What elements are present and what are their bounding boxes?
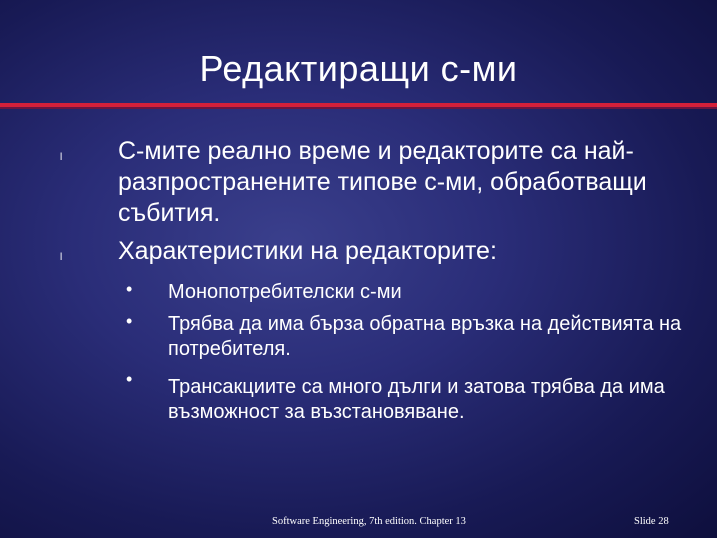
subbullet-text: Монопотребителски с-ми <box>168 281 402 303</box>
slide-title: Редактиращи с-ми <box>199 48 518 89</box>
bullet-text: С-мите реално време и редакторите са най-разпространените типове с-ми, обработващи събития. <box>118 137 647 227</box>
subbullet-text: Трансакциите са много дълги и затова трябва да има възможност за възстановяване. <box>168 376 665 423</box>
subbullet-text: Трябва да има бърза обратна връзка на действията на потребителя. <box>168 313 682 360</box>
subbullet-marker: • <box>126 311 133 331</box>
title-divider-shadow <box>0 107 717 109</box>
bullet-marker: l <box>60 152 63 163</box>
subbullet-marker: • <box>126 279 133 299</box>
bullet-marker: l <box>60 252 63 263</box>
bullet-text: Характеристики на редакторите: <box>118 237 497 265</box>
footer-slide-number: Slide 28 <box>634 516 669 527</box>
subbullet-marker: • <box>126 369 133 389</box>
footer-source: Software Engineering, 7th edition. Chapter 13 <box>272 516 466 527</box>
